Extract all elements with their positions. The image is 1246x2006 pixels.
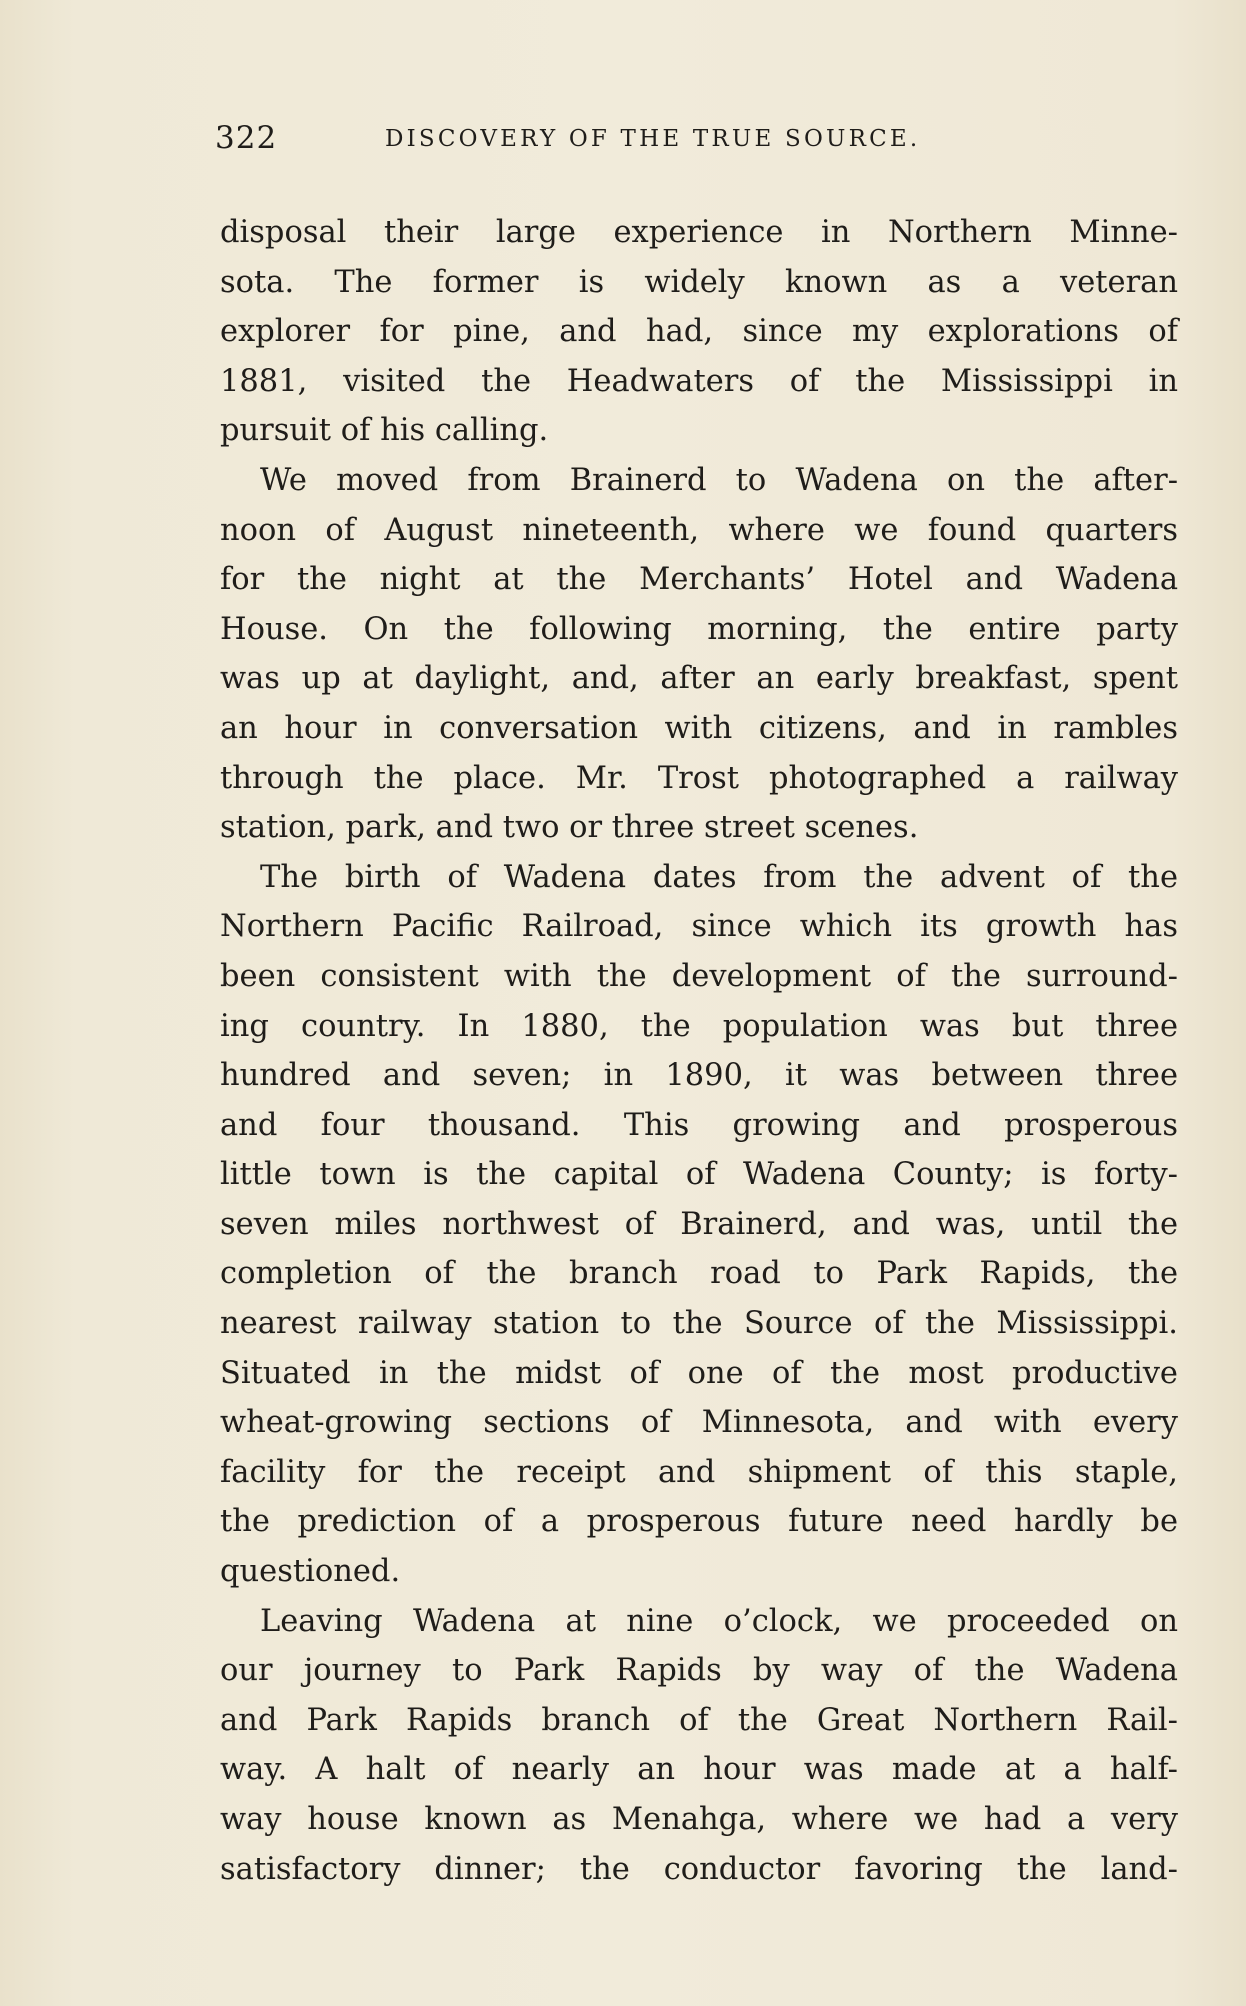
text-line: an hour in conversation with citizens, and in rambles — [220, 710, 1178, 746]
text-line: ing country. In 1880, the population was but three — [220, 1008, 1178, 1044]
text-line: hundred and seven; in 1890, it was between three — [220, 1058, 1178, 1094]
text-line: way. A halt of nearly an hour was made at a half- — [220, 1752, 1178, 1788]
text-line: facility for the receipt and shipment of this staple, — [220, 1454, 1178, 1490]
text-line: the prediction of a prosperous future need hardly be — [220, 1504, 1178, 1540]
text-line: House. On the following morning, the entire party — [220, 611, 1178, 647]
text-line: sota. The former is widely known as a veteran — [220, 264, 1178, 300]
text-line: 1881, visited the Headwaters of the Mississippi in — [220, 363, 1178, 399]
text-line: through the place. Mr. Trost photographed a railway — [220, 760, 1178, 796]
body-text — [220, 208, 1178, 1894]
text-line: noon of August nineteenth, where we found quarters — [220, 512, 1178, 548]
page-number: 322 — [215, 120, 278, 156]
text-line: completion of the branch road to Park Rapids, the — [220, 1256, 1178, 1292]
text-line: Situated in the midst of one of the most productive — [220, 1355, 1178, 1391]
text-line: The birth of Wadena dates from the advent of the — [260, 859, 1178, 895]
text-line: station, park, and two or three street scenes. — [220, 810, 919, 846]
text-line: questioned. — [220, 1554, 401, 1590]
text-line: way house known as Menahga, where we had a very — [220, 1802, 1178, 1837]
text-line: We moved from Brainerd to Wadena on the after- — [260, 462, 1178, 498]
text-line: wheat-growing sections of Minnesota, and with every — [220, 1405, 1178, 1441]
text-line: disposal their large experience in Northern Minne- — [220, 215, 1178, 250]
text-line: satisfactory dinner; the conductor favoring the land- — [220, 1851, 1178, 1887]
text-line: Northern Pacific Railroad, since which its growth has — [220, 909, 1178, 945]
text-line: pursuit of his calling. — [220, 413, 549, 449]
text-line: explorer for pine, and had, since my explorations of — [220, 314, 1178, 350]
text-line: our journey to Park Rapids by way of the Wadena — [220, 1653, 1178, 1689]
text-line: nearest railway station to the Source of the Mississippi. — [220, 1306, 1178, 1342]
text-line: seven miles northwest of Brainerd, and was, until the — [220, 1206, 1178, 1242]
running-title: DISCOVERY OF THE TRUE SOURCE. — [385, 126, 921, 152]
text-line: little town is the capital of Wadena County; is forty- — [220, 1157, 1178, 1193]
page-header — [215, 120, 1175, 164]
text-line: for the night at the Merchants’ Hotel and Wadena — [220, 562, 1178, 598]
text-line: was up at daylight, and, after an early breakfast, spent — [220, 661, 1178, 697]
text-line: Leaving Wadena at nine o’clock, we proceeded on — [260, 1603, 1178, 1639]
text-line: and Park Rapids branch of the Great Northern Rail- — [220, 1702, 1178, 1738]
text-line: been consistent with the development of the surround- — [220, 958, 1178, 994]
text-line: and four thousand. This growing and prosperous — [220, 1107, 1178, 1143]
